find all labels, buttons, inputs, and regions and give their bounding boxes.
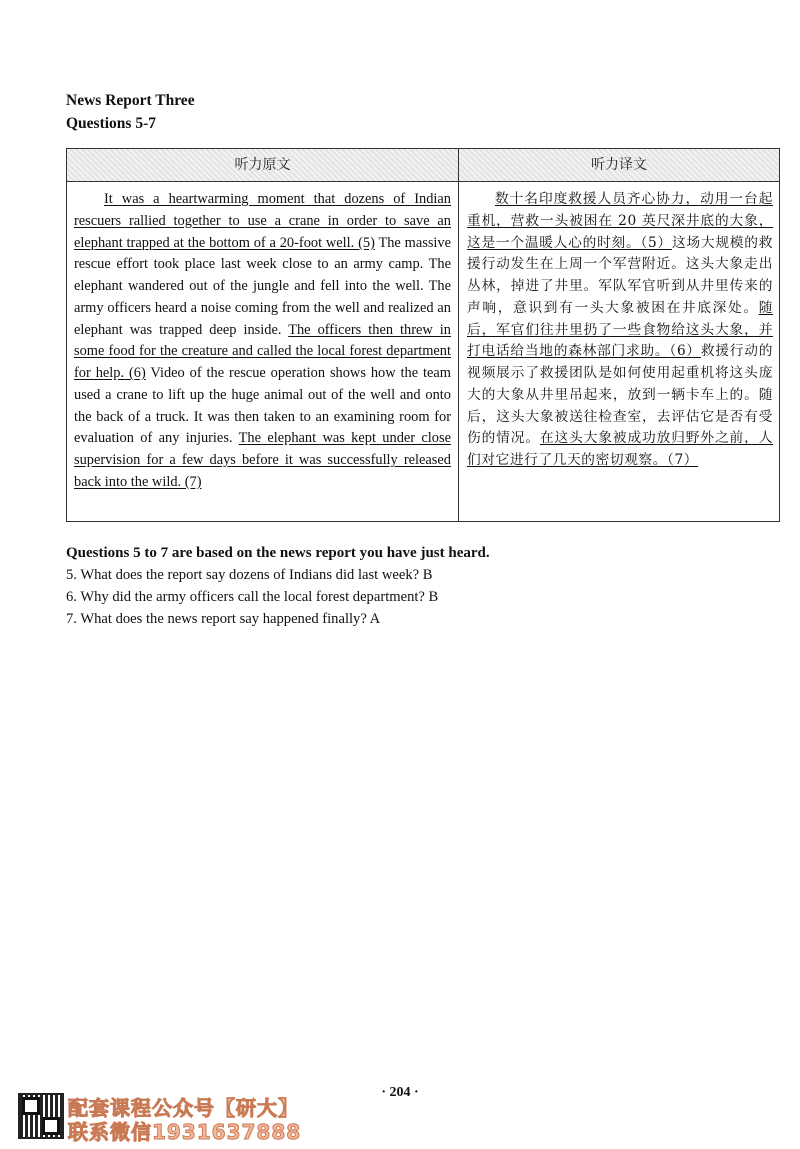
chinese-translation — [467, 189, 773, 472]
promo-line-1: 配套课程公众号【研大】 — [68, 1096, 299, 1120]
chinese-segment-underlined: 数十名印度救援人员齐心协力，动用一台起重机，营救一头被困在 20 英尺深井底的大象，这是一个温暖人心的时刻。（5） — [467, 191, 773, 251]
chinese-segment-underlined: 在这头大象被成功放归野外之前，人们对它进行了几天的密切观察。（7） — [467, 430, 773, 468]
english-segment-underlined: It was a heartwarming moment that dozens of Indian rescuers rallied together to use a crane in order to save an elephant trapped at the bottom of a 20-foot well. (5) — [74, 191, 451, 251]
english-segment-underlined: The elephant was kept under close supervision for a few days before it was successfully released back into the wild. (7) — [74, 430, 451, 490]
questions-heading: Questions 5 to 7 are based on the news report you have just heard. — [66, 545, 490, 561]
transcript-table — [66, 148, 780, 522]
promo-line-2: 联系微信1931637888 — [68, 1120, 302, 1144]
column-divider — [458, 149, 459, 521]
qr-code-icon — [18, 1093, 64, 1139]
header-translation: 听力译文 — [459, 149, 779, 182]
chinese-segment: 救援行动的视频展示了救援团队是如何使用起重机将这头庞大的大象从井里吊起来，放到一辆卡车上的。随后，这头大象被送往检查室，去评估它是否有受伤的情况。 — [467, 343, 773, 447]
page-number: · 204 · — [381, 1085, 419, 1100]
question-7: 7. What does the news report say happened finally? A — [66, 611, 381, 627]
chinese-segment: 这场大规模的救援行动发生在上周一个军营附近。这头大象走出丛林，掉进了井里。军队军官听到从井里传来的声响，意识到有一头大象被困在井底深处。 — [467, 234, 773, 316]
question-6: 6. Why did the army officers call the local forest department? B — [66, 589, 439, 605]
chinese-segment-underlined: 随后，军官们往井里扔了一些食物给这头大象，并打电话给当地的森林部门求助。（6） — [467, 299, 773, 360]
english-segment: Video of the rescue operation shows how the team used a crane to lift up the huge animal out of the well and onto the back of a truck. It was then taken to an examining room for evaluation of any injuries. — [74, 365, 451, 447]
english-transcript — [74, 189, 451, 494]
question-5: 5. What does the report say dozens of Indians did last week? B — [66, 567, 433, 583]
questions-range-title: Questions 5-7 — [66, 115, 156, 132]
english-segment-underlined: The officers then threw in some food for the creature and called the local forest department for help. (6) — [74, 321, 452, 381]
report-title: News Report Three — [66, 92, 195, 109]
header-original-text: 听力原文 — [67, 149, 458, 182]
english-segment: The massive rescue effort took place last week close to an army camp. The elephant wandered out of the jungle and fell into the well. The army officers heard a noise coming from the well and realized an elephant was trapped deep inside. — [74, 234, 451, 338]
